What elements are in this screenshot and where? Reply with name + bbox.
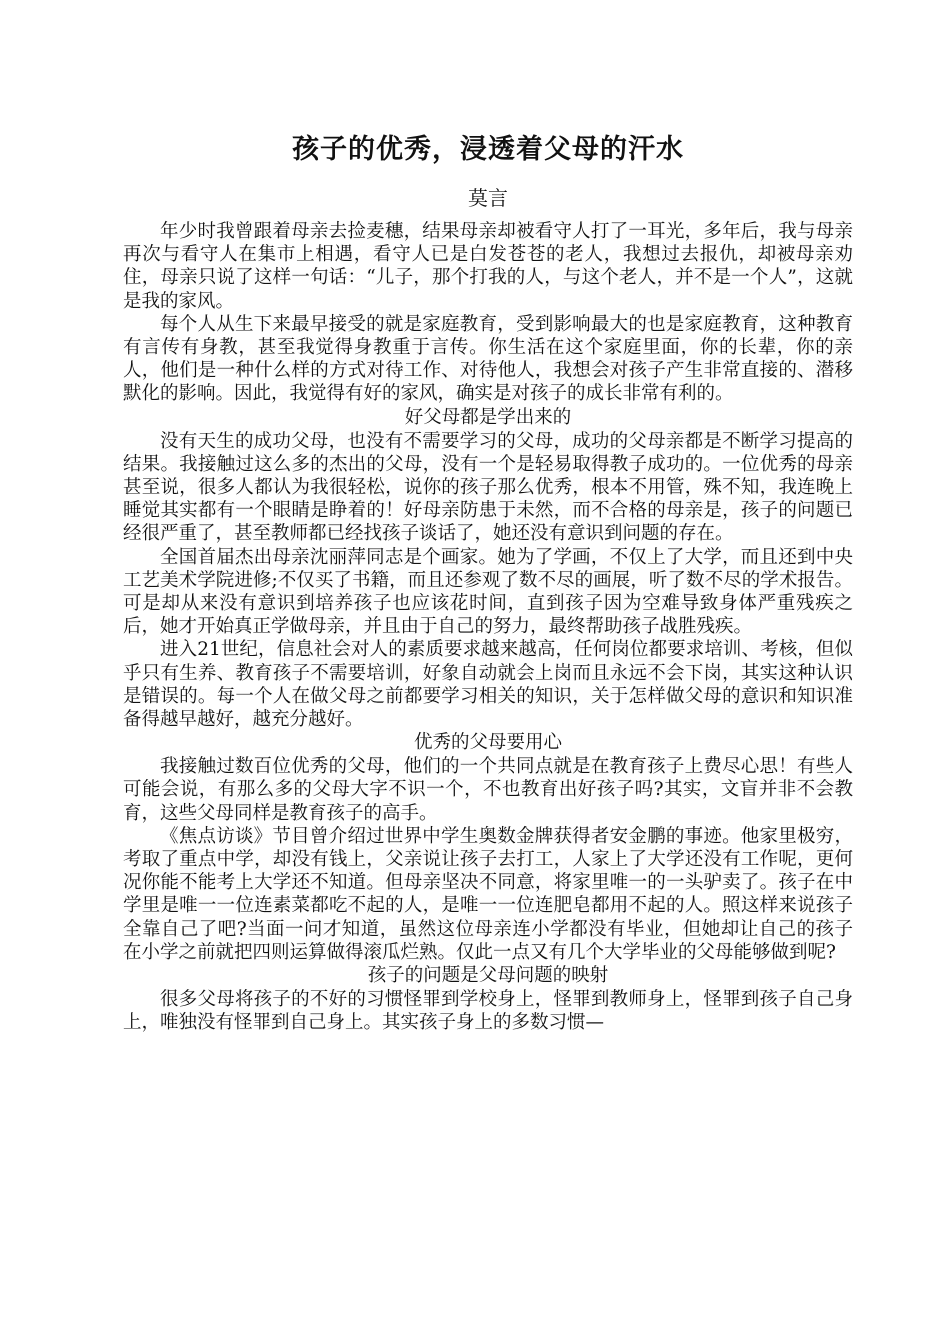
paragraph: 每个人从生下来最早接受的就是家庭教育，受到影响最大的也是家庭教育，这种教育有言传有身教，甚至我觉得身教重于言传。你生活在这个家庭里面，你的长辈，你的亲人，他们是一种什么样的方式对待工作、对待他人，我想会对孩子产生非常直接的、潜移默化的影响。因此，我觉得有好的家风，确实是对孩子的成长非常有利的。 (123, 313, 853, 405)
paragraph: 很多父母将孩子的不好的习惯怪罪到学校身上，怪罪到教师身上，怪罪到孩子自己身上，唯独没有怪罪到自己身上。其实孩子身上的多数习惯— (123, 989, 853, 1034)
section-heading: 好父母都是学出来的 (404, 406, 572, 428)
paragraph: 我接触过数百位优秀的父母，他们的一个共同点就是在教育孩子上费尽心思！有些人可能会说，有那么多的父母大字不识一个，不也教育出好孩子吗?其实，文盲并非不会教育，这些父母同样是教育孩子的高手。 (123, 756, 853, 824)
paragraph: 没有天生的成功父母，也没有不需要学习的父母，成功的父母亲都是不断学习提高的结果。我接触过这么多的杰出的父母，没有一个是轻易取得教子成功的。一位优秀的母亲甚至说，很多人都认为我很轻松，说你的孩子那么优秀，根本不用管，殊不知，我连晚上睡觉其实都有一个眼睛是睁着的！好母亲防患于未然，而不合格的母亲是，孩子的问题已经很严重了，甚至教师都已经找孩子谈话了，她还没有意识到问题的存在。 (123, 430, 853, 545)
document-title: 孩子的优秀，浸透着父母的汗水 (292, 134, 684, 165)
document-author: 莫言 (468, 186, 508, 210)
document-page (123, 128, 853, 1035)
paragraph: 《焦点访谈》节目曾介绍过世界中学生奥数金牌获得者安金鹏的事迹。他家里极穷，考取了重点中学，却没有钱上，父亲说让孩子去打工，人家上了大学还没有工作呢，更何况你能不能考上大学还不知道。但母亲坚决不同意，将家里唯一的一头驴卖了。孩子在中学里是唯一一位连素菜都吃不起的人，是唯一一位连肥皂都用不起的人。照这样来说孩子全靠自己了吧?当面一问才知道，虽然这位母亲连小学都没有毕业，但她却让自己的孩子在小学之前就把四则运算做得滚瓜烂熟。仅此一点又有几个大学毕业的父母能够做到呢? (123, 825, 853, 963)
paragraph: 全国首届杰出母亲沈丽萍同志是个画家。她为了学画，不仅上了大学，而且还到中央工艺美术学院进修;不仅买了书籍，而且还参观了数不尽的画展，听了数不尽的学术报告。可是却从来没有意识到培养孩子也应该花时间，直到孩子因为空难导致身体严重残疾之后，她才开始真正学做母亲，并且由于自己的努力，最终帮助孩子战胜残疾。 (123, 546, 853, 638)
section-heading: 孩子的问题是父母问题的映射 (367, 965, 609, 987)
paragraph: 进入21世纪，信息社会对人的素质要求越来越高，任何岗位都要求培训、考核，但似乎只有生养、教育孩子不需要培训，好象自动就会上岗而且永远不会下岗，其实这种认识是错误的。每一个人在做父母之前都要学习相关的知识，关于怎样做父母的意识和知识准备得越早越好，越充分越好。 (123, 639, 853, 731)
section-heading: 优秀的父母要用心 (413, 732, 562, 754)
paragraph: 年少时我曾跟着母亲去捡麦穗，结果母亲却被看守人打了一耳光，多年后，我与母亲再次与看守人在集市上相遇，看守人已是白发苍苍的老人，我想过去报仇，却被母亲劝住，母亲只说了这样一句话：“儿子，那个打我的人，与这个老人，并不是一个人”，这就是我的家风。 (123, 221, 853, 312)
